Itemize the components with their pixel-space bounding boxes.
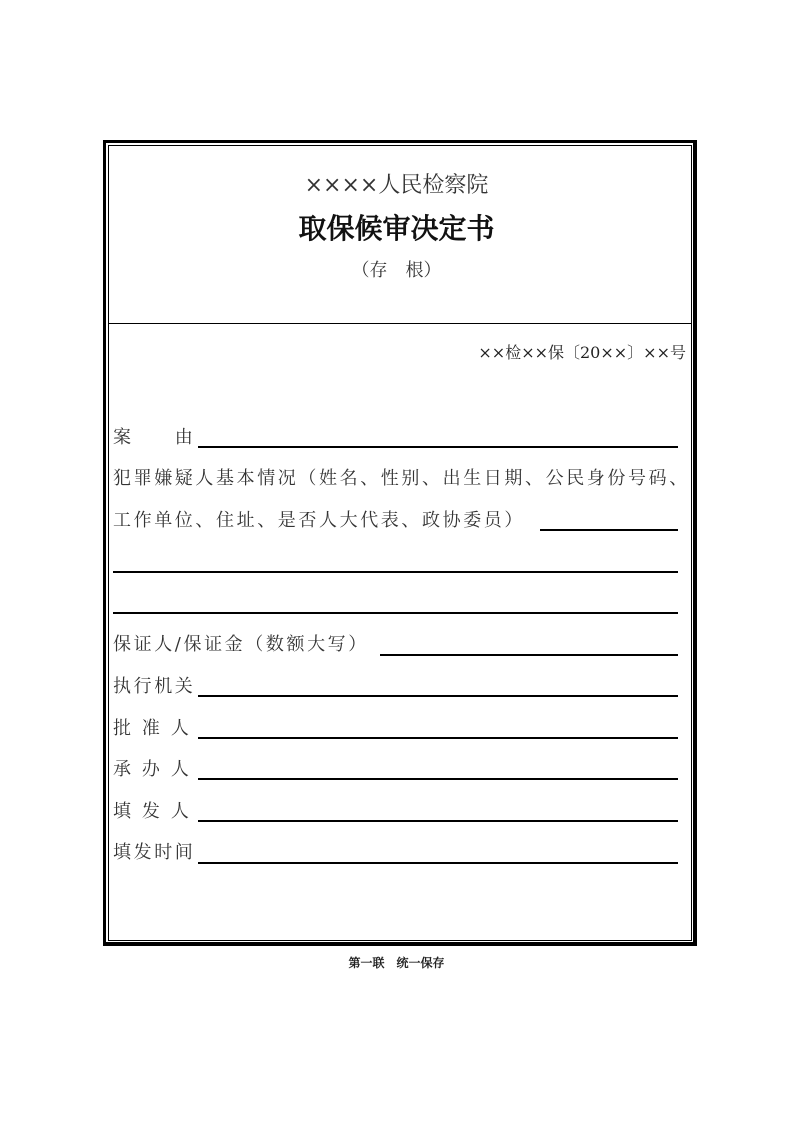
guarantor-label: 保证人/保证金（数额大写） bbox=[113, 634, 369, 655]
issuer-label: 填 发 人 bbox=[113, 801, 192, 822]
issue-date-label: 填发时间 bbox=[113, 842, 196, 863]
header-divider bbox=[109, 323, 691, 324]
suspect-info-extra-line-1[interactable] bbox=[113, 571, 678, 573]
suspect-info-extra-line-2[interactable] bbox=[113, 612, 678, 614]
handler-field[interactable] bbox=[198, 778, 678, 780]
case-reason-field[interactable] bbox=[198, 446, 678, 448]
issuer-field[interactable] bbox=[198, 820, 678, 822]
suspect-info-label-line2: 工作单位、住址、是否人大代表、政协委员） bbox=[113, 510, 525, 531]
issue-date-field[interactable] bbox=[198, 862, 678, 864]
document-subtitle: （存 根） bbox=[351, 260, 442, 281]
approver-field[interactable] bbox=[198, 737, 678, 739]
case-reason-label: 案 由 bbox=[113, 427, 196, 448]
copy-note-footer: 第一联 统一保存 bbox=[348, 956, 445, 970]
handler-label: 承 办 人 bbox=[113, 759, 192, 780]
guarantor-field[interactable] bbox=[380, 654, 678, 656]
procuratorate-name: ××××人民检察院 bbox=[304, 173, 489, 198]
executing-authority-label: 执行机关 bbox=[113, 676, 196, 697]
approver-label: 批 准 人 bbox=[113, 718, 192, 739]
suspect-info-field[interactable] bbox=[540, 529, 678, 531]
executing-authority-field[interactable] bbox=[198, 695, 678, 697]
suspect-info-label-line1: 犯罪嫌疑人基本情况（姓名、性别、出生日期、公民身份号码、 bbox=[113, 468, 690, 489]
document-title: 取保候审决定书 bbox=[298, 212, 495, 245]
document-number: ××检××保〔20××〕××号 bbox=[478, 343, 686, 362]
